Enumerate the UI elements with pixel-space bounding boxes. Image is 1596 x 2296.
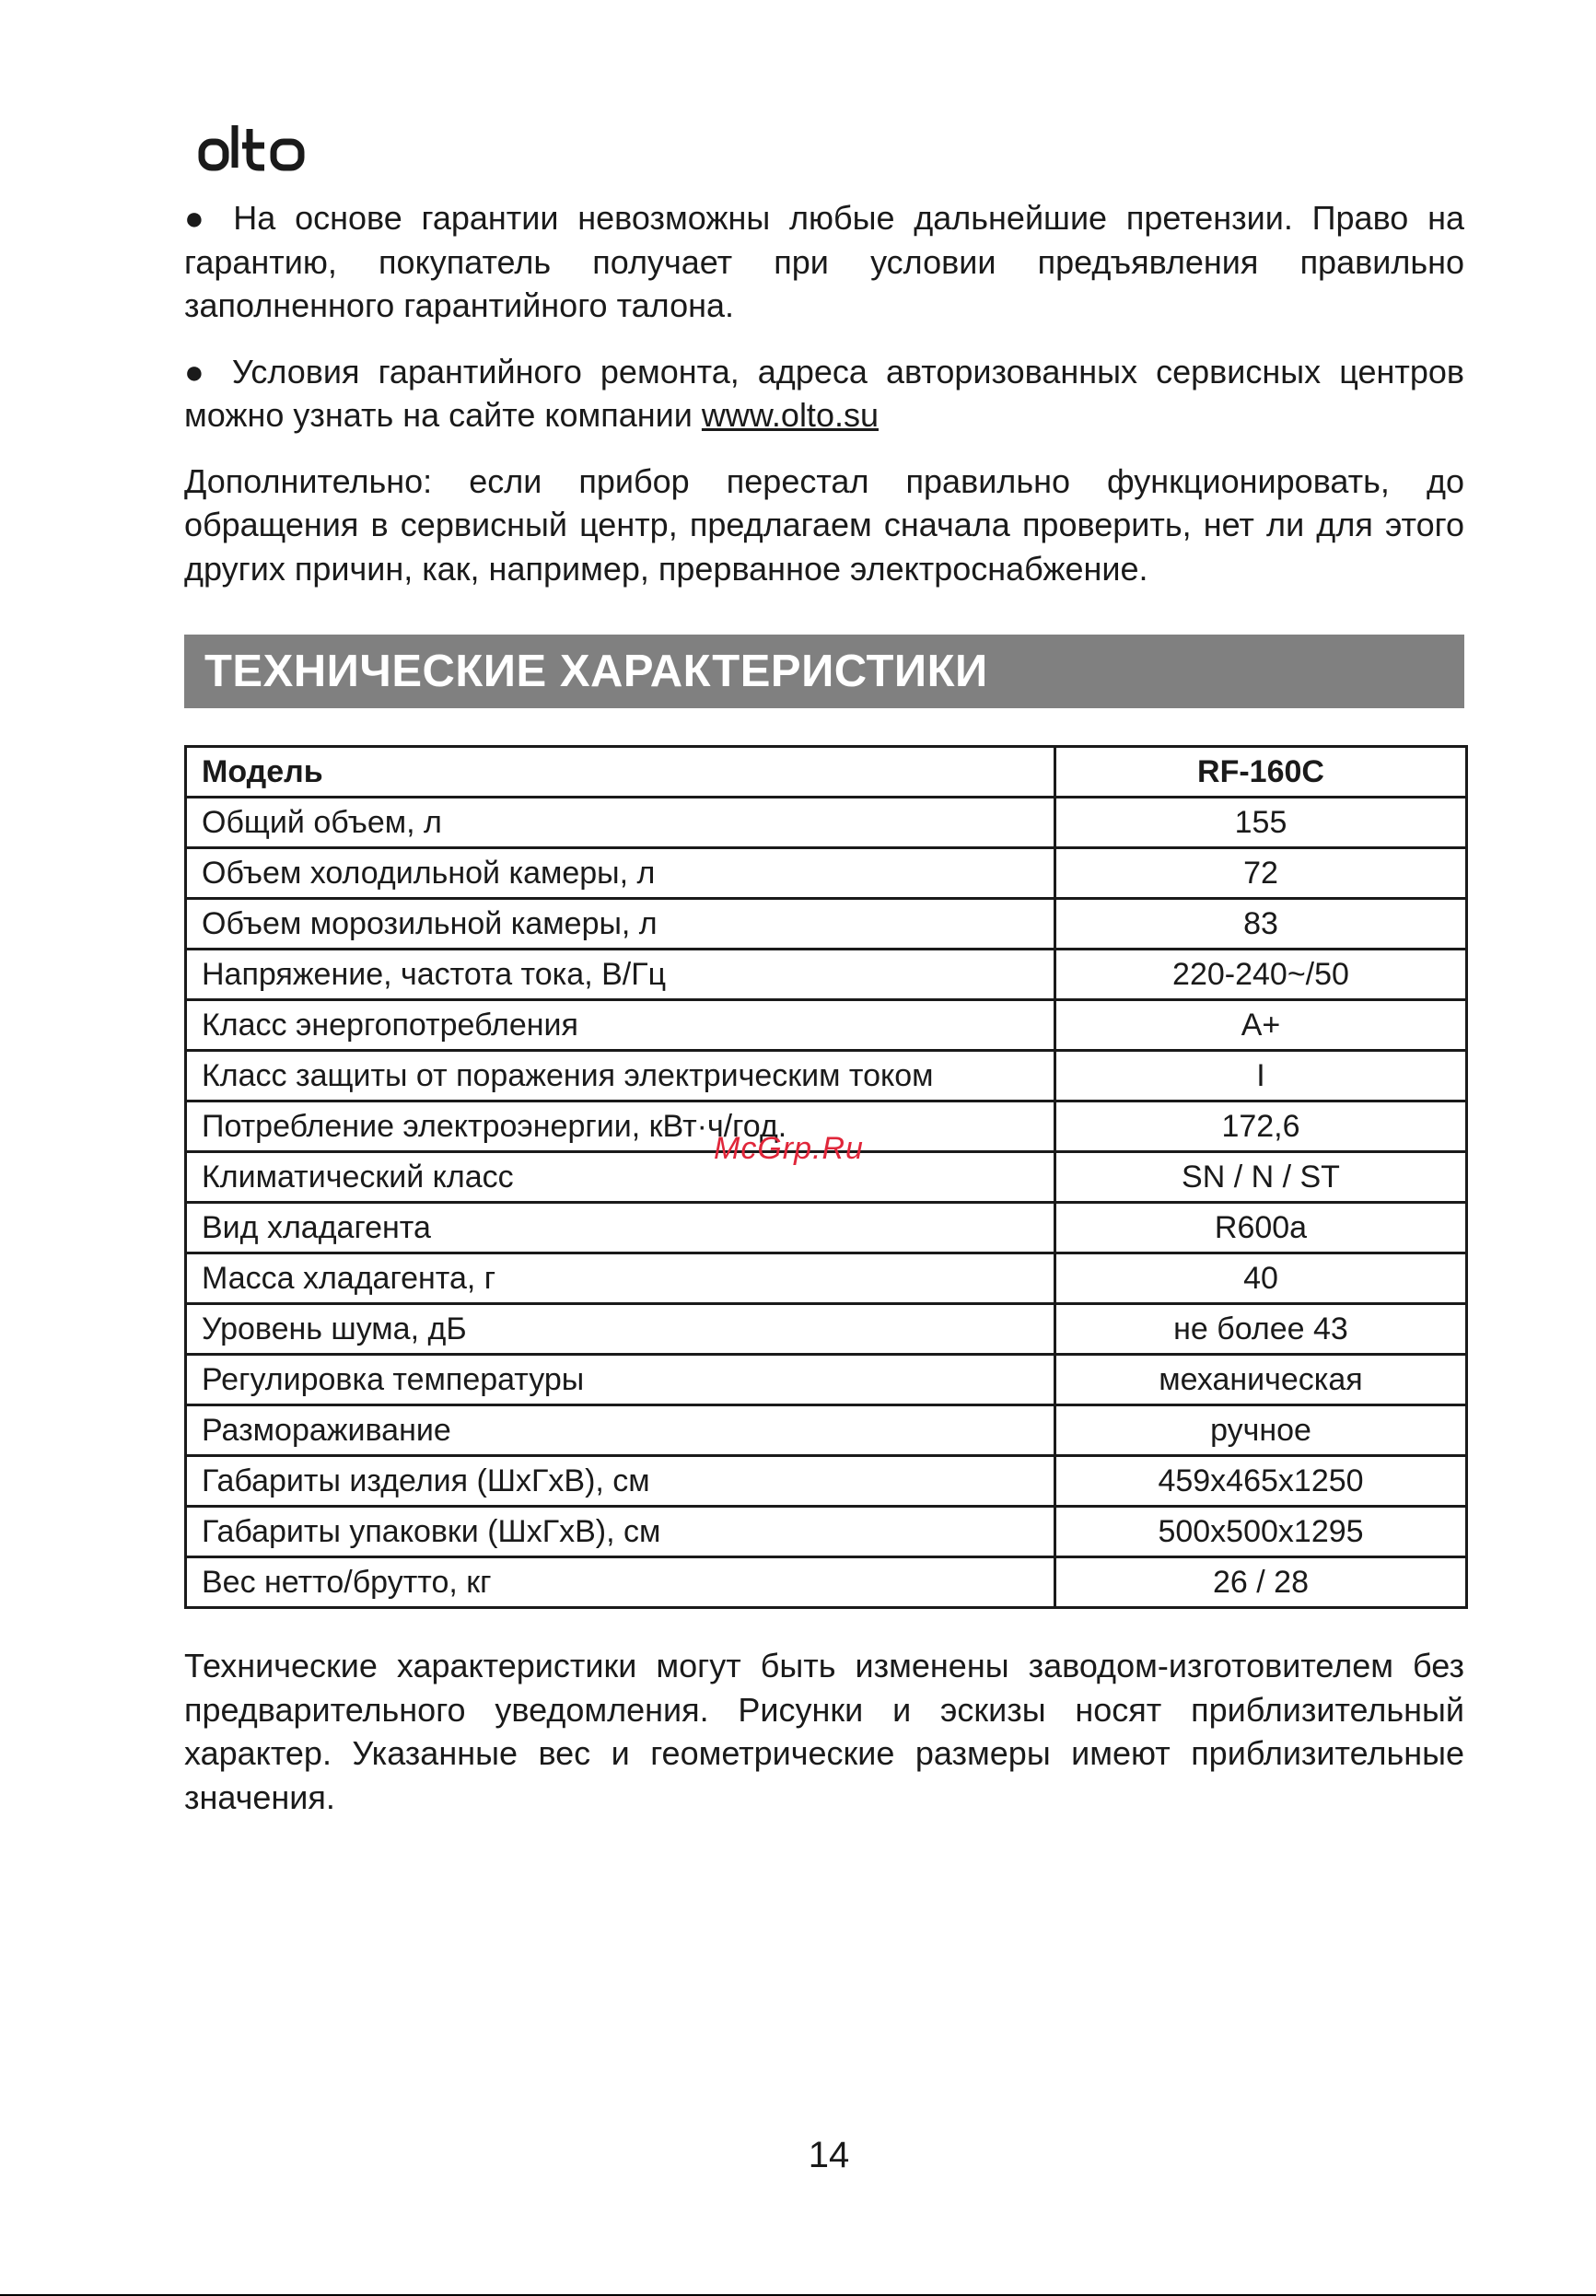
table-row bbox=[186, 1000, 1467, 1051]
spec-table-header-row bbox=[186, 747, 1467, 798]
page-number: 14 bbox=[808, 2135, 850, 2175]
spec-label: Класс энергопотребления bbox=[186, 1000, 1055, 1051]
spec-label: Масса хладагента, г bbox=[186, 1253, 1055, 1304]
spec-label: Общий объем, л bbox=[186, 798, 1055, 848]
spec-label: Вид хладагента bbox=[186, 1203, 1055, 1253]
spec-label: Уровень шума, дБ bbox=[186, 1304, 1055, 1355]
table-row bbox=[186, 1051, 1467, 1101]
spec-value: 155 bbox=[1055, 798, 1467, 848]
spec-label: Класс защиты от поражения электрическим током bbox=[186, 1051, 1055, 1101]
watermark: McGrp.Ru bbox=[714, 1131, 864, 1166]
spec-header-label: Модель bbox=[186, 747, 1055, 798]
website-link[interactable]: www.olto.su bbox=[701, 396, 879, 434]
table-row bbox=[186, 848, 1467, 899]
spec-value: 83 bbox=[1055, 899, 1467, 950]
table-row bbox=[186, 1507, 1467, 1557]
additional-info-paragraph: Дополнительно: если прибор перестал правильно функционировать, до обращения в сервисный центр, предлагаем сначала проверить, нет ли для этого других причин, как, например, прерванное электроснабжение. bbox=[184, 461, 1464, 588]
spec-value: ручное bbox=[1055, 1405, 1467, 1456]
spec-label: Климатический класс bbox=[186, 1152, 1055, 1203]
table-row bbox=[186, 1456, 1467, 1507]
spec-label: Габариты изделия (ШхГхВ), см bbox=[186, 1456, 1055, 1507]
spec-value: 172,6 bbox=[1055, 1101, 1467, 1152]
spec-value: 26 / 28 bbox=[1055, 1557, 1467, 1608]
section-title: ТЕХНИЧЕСКИЕ ХАРАКТЕРИСТИКИ bbox=[184, 635, 1464, 708]
spec-value: механическая bbox=[1055, 1355, 1467, 1405]
spec-value: 72 bbox=[1055, 848, 1467, 899]
table-row bbox=[186, 1253, 1467, 1304]
spec-value: SN / N / ST bbox=[1055, 1152, 1467, 1203]
table-row bbox=[186, 798, 1467, 848]
spec-label: Напряжение, частота тока, В/Гц bbox=[186, 950, 1055, 1000]
table-row bbox=[186, 1203, 1467, 1253]
olto-logo bbox=[198, 120, 309, 177]
spec-label: Габариты упаковки (ШхГхВ), см bbox=[186, 1507, 1055, 1557]
spec-value: 500x500x1295 bbox=[1055, 1507, 1467, 1557]
service-centers-paragraph bbox=[184, 350, 1464, 437]
spec-value: 40 bbox=[1055, 1253, 1467, 1304]
spec-label: Размораживание bbox=[186, 1405, 1055, 1456]
spec-value: не более 43 bbox=[1055, 1304, 1467, 1355]
spec-label: Объем морозильной камеры, л bbox=[186, 899, 1055, 950]
spec-label: Объем холодильной камеры, л bbox=[186, 848, 1055, 899]
table-row bbox=[186, 899, 1467, 950]
spec-value: 220-240~/50 bbox=[1055, 950, 1467, 1000]
spec-value: 459x465x1250 bbox=[1055, 1456, 1467, 1507]
spec-label: Вес нетто/брутто, кг bbox=[186, 1557, 1055, 1608]
table-row bbox=[186, 1405, 1467, 1456]
table-row bbox=[186, 950, 1467, 1000]
spec-label: Потребление электроэнергии, кВт·ч/год. bbox=[186, 1101, 1055, 1152]
spec-header-value: RF-160C bbox=[1055, 747, 1467, 798]
spec-table bbox=[184, 745, 1468, 1609]
table-row bbox=[186, 1557, 1467, 1608]
spec-value: R600a bbox=[1055, 1203, 1467, 1253]
disclaimer-note: Технические характеристики могут быть изменены заводом-изготовителем без предварительного уведомления. Рисунки и эскизы носят приблизительный характер. Указанные вес и геометрические размеры имеют приблизительные значения. bbox=[184, 1647, 1464, 1816]
warranty-claims-paragraph: ● На основе гарантии невозможны любые дальнейшие претензии. Право на гарантию, покупатель получает при условии предъявления правильно заполненного гарантийного талона. bbox=[184, 196, 1464, 328]
spec-value: A+ bbox=[1055, 1000, 1467, 1051]
spec-value: I bbox=[1055, 1051, 1467, 1101]
service-centers-text: Условия гарантийного ремонта, адреса авторизованных сервисных центров можно узнать на сайте компании bbox=[184, 352, 1464, 434]
table-row bbox=[186, 1304, 1467, 1355]
table-row bbox=[186, 1355, 1467, 1405]
page-content bbox=[184, 196, 1464, 1852]
spec-label: Регулировка температуры bbox=[186, 1355, 1055, 1405]
